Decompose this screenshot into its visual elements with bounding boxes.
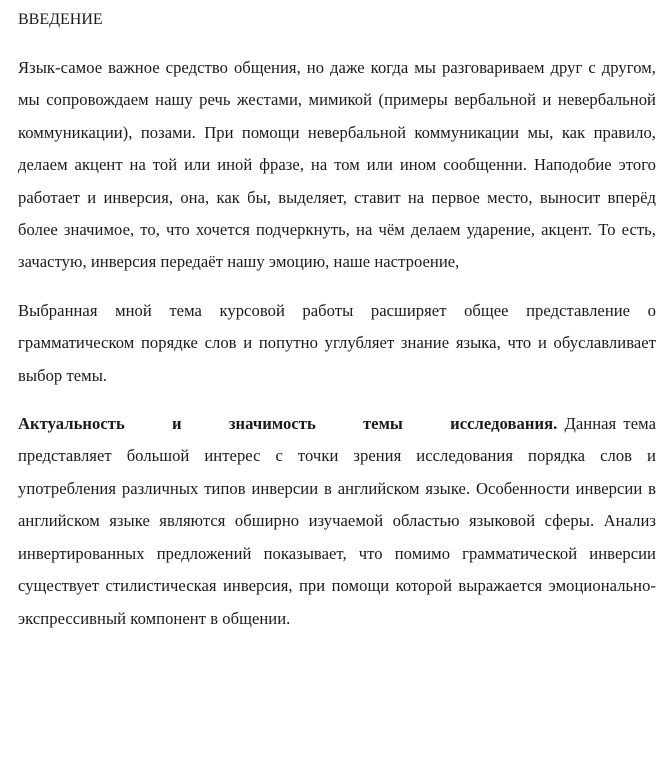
paragraph-relevance xyxy=(18,408,656,635)
relevance-body-text: Данная тема представляет большой интерес с точки зрения исследования порядка слов и употребления различных типов инверсии в английском языке. Особенности инверсии в английском языке являются обширно изучаемой областью языковой сферы. Анализ инвертированных предложений показывает, что помимо грамматической инверсии существует стилистическая инверсия, при помощи которой выражается эмоционально-экспрессивный компонент в общении. xyxy=(18,414,656,628)
relevance-lead-text: Актуальность и значимость темы исследования. xyxy=(18,414,558,434)
paragraph-intro: Язык-самое важное средство общения, но даже когда мы разговариваем друг с другом, мы сопровождаем нашу речь жестами, мимикой (примеры вербальной и невербальной коммуникации), позами. При помощи невербальной коммуникации мы, как правило, делаем акцент на той или иной фразе, на том или ином сообщенни. Наподобие этого работает и инверсия, она, как бы, выделяет, ставит на первое место, выносит вперёд более значимое, то, что хочется подчеркнуть, на чём делаем ударение, акцент. То есть, зачастую, инверсия передаёт нашу эмоцию, наше настроение, xyxy=(18,58,656,272)
section-heading: ВВЕДЕНИЕ xyxy=(18,11,103,28)
paragraph-topic-choice: Выбранная мной тема курсовой работы расширяет общее представление о грамматическом порядке слов и попутно углубляет знание языка, что и обуславливает выбор темы. xyxy=(18,300,656,385)
